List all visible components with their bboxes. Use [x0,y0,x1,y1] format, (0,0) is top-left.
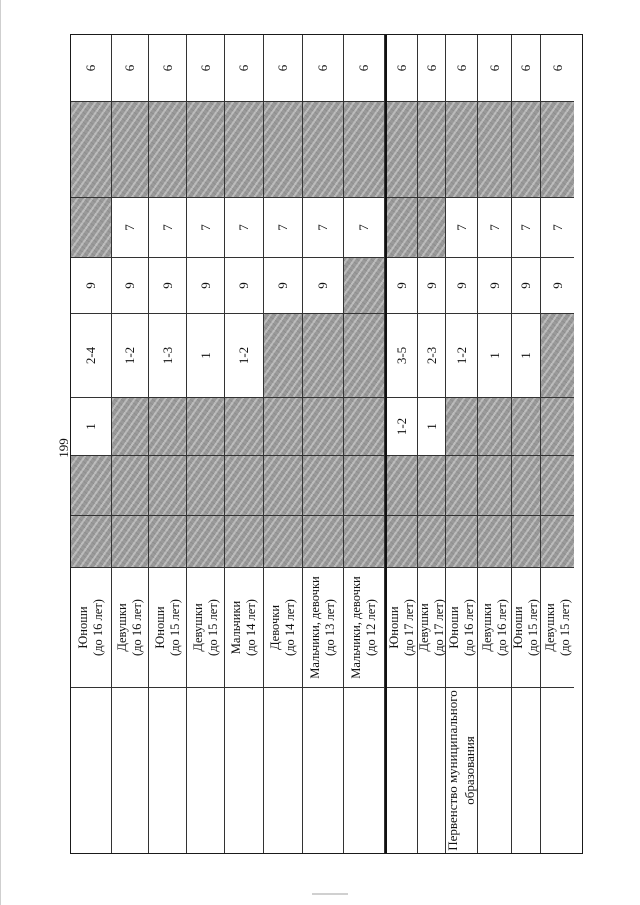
value-cell: 1-2 [387,397,417,455]
category-name: Девушки [479,603,494,652]
value-cell: 7 [225,197,263,257]
competition-cell [446,687,477,853]
competition-cell [187,687,224,853]
shaded-cell [387,515,417,567]
value-cell: 9 [418,257,445,313]
value-cell: 7 [446,197,477,257]
shaded-cell [187,397,224,455]
category-name: Девушки [115,603,129,652]
category-name: Девушки [416,603,431,652]
shaded-cell [418,455,445,515]
value-cell: 7 [344,197,384,257]
category-age: (до 13 лет) [323,599,337,656]
competition-cell [264,687,302,853]
category-name: Юноши [511,606,525,649]
value-cell: 9 [303,257,343,313]
shaded-cell [512,515,540,567]
value-cell: 1 [187,313,224,397]
shaded-cell [418,101,445,197]
category-cell [387,567,417,687]
value-cell: 6 [453,64,469,72]
category-age: (до 12 лет) [364,599,378,656]
value-cell: 1 [71,397,111,455]
table-row [541,35,574,853]
value-cell: 6 [236,64,252,72]
shaded-cell [541,397,574,455]
value-cell: 6 [315,64,331,72]
value-cell: 1-3 [149,313,186,397]
shaded-cell [187,515,224,567]
value-cell: 6 [486,64,502,72]
shaded-cell [149,455,186,515]
competition-cell [149,687,186,853]
category-cell [446,567,477,687]
shaded-cell [303,455,343,515]
value-cell: 7 [112,197,148,257]
category-age: (до 16 лет) [91,599,105,656]
shaded-cell [541,515,574,567]
shaded-cell [112,101,148,197]
category-name: Мальчики, девочки [308,576,322,679]
shaded-cell [264,313,302,397]
competition-cell [71,687,111,853]
category-name: Юноши [152,606,167,649]
shaded-cell [149,515,186,567]
category-age: (до 17 лет) [431,599,446,656]
category-age: (до 14 лет) [244,599,258,656]
page-number: 199 [56,438,71,458]
shaded-cell [303,313,343,397]
table-row [303,35,344,853]
category-name: Мальчики [229,600,243,655]
shaded-cell [344,397,384,455]
category-age: (до 16 лет) [130,599,144,656]
table-row [446,35,478,853]
competition-cell [478,687,511,853]
value-cell: 7 [512,197,540,257]
table-row [187,35,225,853]
value-cell: 7 [149,197,186,257]
category-age: (до 15 лет) [205,599,220,656]
shaded-cell [112,397,148,455]
shaded-cell [344,101,384,197]
category-cell [478,567,511,687]
shaded-cell [187,101,224,197]
category-name: Юноши [387,606,401,649]
value-cell: 6 [122,64,138,72]
value-cell: 3-5 [387,313,417,397]
category-name: Девушки [542,603,557,652]
shaded-cell [225,515,263,567]
category-age: (до 15 лет) [167,599,182,656]
shaded-cell [264,101,302,197]
value-cell: 6 [549,64,565,72]
table-row [344,35,385,853]
table-row [112,35,149,853]
shaded-cell [71,455,111,515]
shaded-cell [344,257,384,313]
category-cell [112,567,148,687]
shaded-cell [344,455,384,515]
shaded-cell [303,397,343,455]
shaded-cell [446,455,477,515]
shaded-cell [541,101,574,197]
shaded-cell [225,397,263,455]
value-cell: 9 [187,257,224,313]
table-row [149,35,187,853]
shaded-cell [478,515,511,567]
value-cell: 9 [71,257,111,313]
shaded-cell [71,515,111,567]
category-cell [541,567,574,687]
value-cell: 6 [518,64,534,72]
value-cell: 1 [512,313,540,397]
category-cell [418,567,445,687]
category-age: (до 15 лет) [557,599,572,656]
table-row [478,35,512,853]
competition-table [71,35,582,853]
shaded-cell [112,455,148,515]
table-row [418,35,446,853]
shaded-cell [264,455,302,515]
value-cell: 7 [478,197,511,257]
value-cell: 6 [197,64,213,72]
category-cell [264,567,302,687]
value-cell: 9 [446,257,477,313]
value-cell: 9 [149,257,186,313]
category-cell [225,567,263,687]
category-age: (до 16 лет) [494,599,509,656]
category-cell [344,567,384,687]
shaded-cell [344,313,384,397]
shaded-cell [225,101,263,197]
shaded-cell [225,455,263,515]
competition-cell [418,687,445,853]
value-cell: 6 [356,64,372,72]
shaded-cell [387,455,417,515]
shaded-cell [264,397,302,455]
competition-cell [344,687,384,853]
shaded-cell [446,515,477,567]
shaded-cell [512,455,540,515]
shaded-cell [512,397,540,455]
value-cell: 6 [159,64,175,72]
category-age: (до 14 лет) [283,599,297,656]
shaded-cell [387,197,417,257]
shaded-cell [387,101,417,197]
category-cell [512,567,540,687]
value-cell: 9 [387,257,417,313]
competition-cell [512,687,540,853]
value-cell: 9 [225,257,263,313]
shaded-cell [418,197,445,257]
value-cell: 1 [418,397,445,455]
category-name: Мальчики, девочки [349,576,363,679]
shaded-cell [541,455,574,515]
table-row [264,35,303,853]
value-cell: 2-3 [418,313,445,397]
value-cell: 6 [394,64,410,72]
shaded-cell [541,313,574,397]
value-cell: 1-2 [112,313,148,397]
value-cell: 1-2 [446,313,477,397]
shaded-cell [418,515,445,567]
value-cell: 9 [512,257,540,313]
category-cell [71,567,111,687]
category-age: (до 17 лет) [402,599,416,656]
shaded-cell [149,397,186,455]
table-row [385,35,418,853]
shaded-cell [478,455,511,515]
shaded-cell [344,515,384,567]
category-age: (до 16 лет) [461,599,476,656]
competition-cell [112,687,148,853]
scan-bottom-mark [312,893,348,895]
table-row [225,35,264,853]
value-cell: 7 [541,197,574,257]
category-cell [303,567,343,687]
competition-label: Первенство муниципального образования [445,690,477,851]
category-cell [149,567,186,687]
value-cell: 6 [423,64,439,72]
value-cell: 1 [478,313,511,397]
shaded-cell [149,101,186,197]
shaded-cell [303,515,343,567]
shaded-cell [71,101,111,197]
competition-cell [303,687,343,853]
competition-cell [387,687,417,853]
value-cell: 7 [264,197,302,257]
category-name: Юноши [76,606,90,649]
value-cell: 1-2 [225,313,263,397]
shaded-cell [264,515,302,567]
value-cell: 7 [303,197,343,257]
value-cell: 2-4 [71,313,111,397]
value-cell: 6 [275,64,291,72]
category-name: Девушки [190,603,205,652]
shaded-cell [512,101,540,197]
shaded-cell [112,515,148,567]
value-cell: 6 [83,64,99,72]
value-cell: 9 [541,257,574,313]
shaded-cell [187,455,224,515]
table-row [71,35,112,853]
shaded-cell [478,397,511,455]
value-cell: 7 [187,197,224,257]
category-cell [187,567,224,687]
category-name: Девочки [268,604,282,651]
competition-cell [541,687,574,853]
shaded-cell [446,101,477,197]
category-age: (до 15 лет) [526,599,540,656]
shaded-cell [71,197,111,257]
value-cell: 9 [478,257,511,313]
table-row [512,35,541,853]
competition-cell [225,687,263,853]
category-name: Юноши [446,606,461,649]
shaded-cell [446,397,477,455]
shaded-cell [478,101,511,197]
value-cell: 9 [264,257,302,313]
shaded-cell [303,101,343,197]
scan-edge-line [0,0,1,905]
value-cell: 9 [112,257,148,313]
